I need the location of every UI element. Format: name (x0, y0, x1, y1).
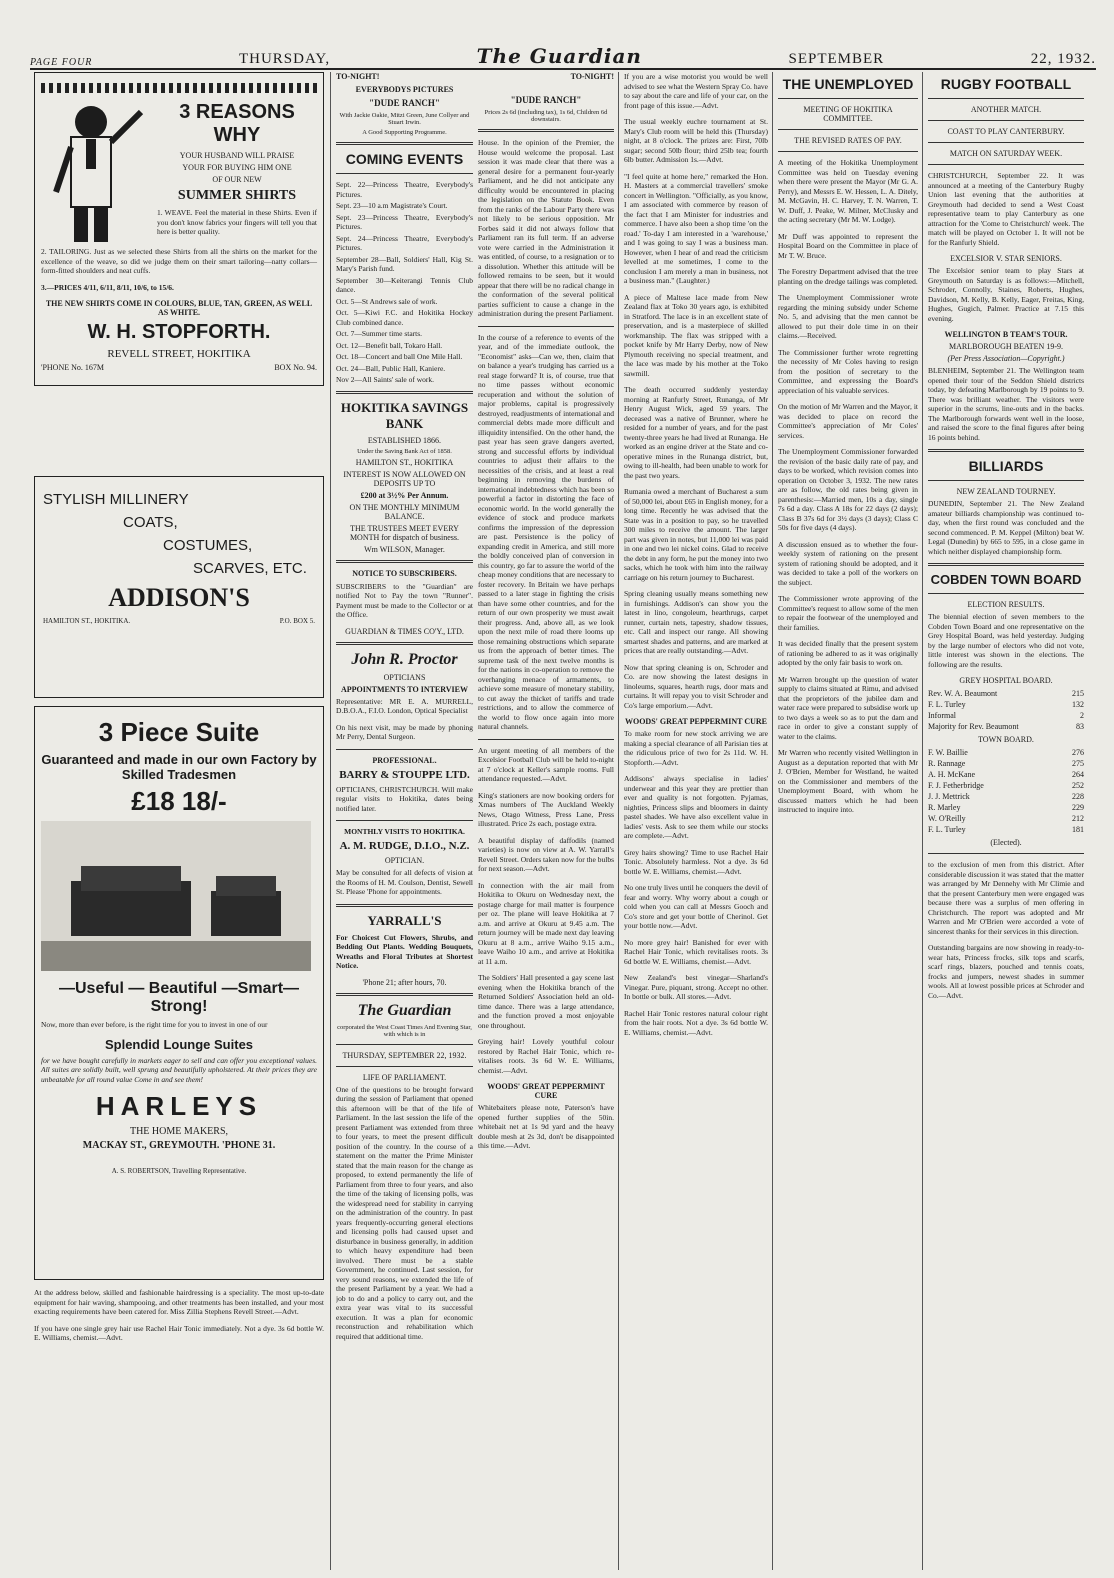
bank-rate: £200 at 3½% Per Annum. (360, 490, 449, 500)
candidate-name: Rev. W. A. Beaumont (928, 689, 998, 698)
pictures-ad-header (336, 72, 473, 81)
yarrall-body: For Choicest Cut Flowers, Shrubs, and Bedding Out Plants. Wedding Bouquets, Wreaths and Floral Tributes at Shortest Notice. (336, 932, 473, 970)
candidate-votes: 181 (1072, 825, 1084, 834)
football-notice: An urgent meeting of all members of the Excelsior Football Club will be held to-night at 7 o'clock at Keller's sample rooms. Full attendance requested.—Advt. (478, 745, 614, 783)
grey-hospital-title: GREY HOSPITAL BOARD. (959, 676, 1053, 685)
candidate-name: F. L. Turley (928, 825, 966, 834)
lace-article: A piece of Maltese lace made from New Zealand flax at Toko 30 years ago, is exhibited in Stratford. The lace is in an excellent state of preservation, and is a masterpiece of skilled workmanship. The flax was stripped with a pocket knife by Mr Harry Derby, now of New Plymouth receiving no special treatment, and the lace was made by his mother at the Toko sawmill. (624, 292, 768, 378)
candidate-name: W. O'Reilly (928, 814, 966, 823)
daffodils-notice: A beautiful display of daffodils (named varieties) is now on view at A. W. Yarrall's Revell Street. Orders taken now for the bulbs for next season.—Advt. (478, 835, 614, 873)
unemployed-p5: The Commissioner further wrote regretting the necessity of Mr Coles having to resign from the position of secretary to the Committee, and expressing the Board's appreciation of his valuable services. (778, 347, 918, 395)
addisons-address: HAMILTON ST., HOKITIKA. (43, 617, 131, 625)
ties-notice: To make room for new stock arriving we are making a special clearance of all Parisian ties at the ridiculous price of two for 2s 11d. W. H. Stopforth.—Advt. (624, 729, 768, 767)
marlborough-title: MARLBOROUGH BEATEN 19-9. (949, 342, 1063, 351)
proctor-logo: John R. Proctor (351, 650, 458, 668)
unemployed-p4: The Unemployment Commissioner wrote regarding the mining subsidy under Scheme No. 5, and advising that the men cannot be allowed to put their dole time in on their claims.—Received. (778, 293, 918, 340)
masters-article: "I feel quite at home here," remarked the Hon. H. Masters at a commercial travellers' smoke concert in Wellington. "Officially, as you know, I am associated with commerce by reason of the fact that I am Minister for industries and commerce. I have also been a shop time 'on the road.' To-day I am interested in a 'warehouse,' and I was going to say I was a business man. However, when I hear of and read the criticism levelled at me sometimes, I come to the conclusion I am merely a man in business, not a business man." (Laughter.) (624, 171, 768, 285)
unemployed-p8: A discussion ensued as to whether the four-weekly system of rationing on the present system of rationing should be adopted, and it was decided to take a poll of the workers on the subject. (778, 539, 918, 587)
yarrall-title: YARRALL'S (367, 912, 442, 928)
addisons-box: P.O. BOX 5. (279, 617, 315, 625)
column-rule (330, 72, 331, 1570)
paper-title: The Guardian (476, 44, 642, 68)
result-row (928, 780, 1084, 791)
tonight-left: TO-NIGHT! (336, 72, 380, 81)
guardian-sub: corporated the West Coast Times And Evening Star, with which is in (337, 1023, 472, 1038)
stopforth-name: W. H. STOPFORTH. (87, 321, 271, 343)
life-body: One of the questions to be brought forward during the session of Parliament that opened this afternoon will be that of the life of Parliament. In the last session the life of the present Parliament was extended from three to four years, to meet the present difficult position of the country. In the course of a statement on the matter the Prime Minister stated that the main reason for the change as proposed, to extend permanently the life of Parliament from three to four years, and also the time of the taking of licensing polls, was the widespread need for stability in carrying on the administration of the country. In past years frequently-occurring general elections and licensing polls had caused upset and disturbance in business generally, in addition to which heavy expenditure had been involved. There must be a stable Government, he continued. Last session, for very sound reasons, we extended the life of the present Parliament by a year. We had a job to do and a policy to carry out, and the extra year was vital to its successful execution. It was a plan for economic reconstruction and rehabilitation which required that additional time. (336, 1084, 473, 1341)
suite-intro: Now, more than ever before, is the right time for you to invest in one of our (41, 1020, 268, 1029)
subscribers-company: GUARDIAN & TIMES CO'Y., LTD. (345, 626, 464, 636)
bank-minimum: ON THE MONTHLY MINIMUM BALANCE. (349, 502, 460, 521)
suite-title: 3 Piece Suite (98, 717, 260, 747)
rudge-body: May be consulted for all defects of vision at the Rooms of H. M. Coulson, Dentist, Sewell St. Please 'Phone for appointments. (336, 868, 473, 896)
date-line: THURSDAY, SEPTEMBER 22, 1932. (342, 1050, 467, 1060)
event-item: Sept. 24—Princess Theatre, Everybody's Pictures. (336, 233, 473, 252)
rugby-sub1: ANOTHER MATCH. (970, 105, 1042, 114)
page-label: PAGE FOUR (30, 57, 93, 68)
bank-title: HOKITIKA SAVINGS BANK (340, 399, 469, 431)
cobden-title: COBDEN TOWN BOARD (930, 572, 1082, 587)
column-3 (478, 72, 614, 1570)
addisons-name: ADDISON'S (108, 583, 250, 612)
candidate-votes: 132 (1072, 700, 1084, 709)
event-item: Nov 2—All Saints' sale of work. (336, 375, 435, 384)
result-row (928, 699, 1084, 710)
unemployed-title: THE UNEMPLOYED (782, 76, 914, 92)
event-item: Oct. 5—St Andrews sale of work. (336, 296, 438, 306)
result-row (928, 824, 1084, 835)
hair-tonic-notice-2: Rachel Hair Tonic restores natural colour right from the hair roots. Not a dye. 3s 6d bottle W. E. Williams, chemist.—Advt. (624, 1008, 768, 1037)
tonight-right: TO-NIGHT! (570, 72, 614, 81)
candidate-votes: 264 (1072, 770, 1084, 779)
euchre-notice: The usual weekly euchre tournament at St. Mary's Club room will be held this (Thursday) night, at 8 o'clock. The prizes are: First, 70lb sugar; second 50lb flour; third 25lb tea; fourth 6lb butter. Admission 1s.—Advt. (624, 117, 768, 164)
event-item: Oct. 12—Benefit ball, Tokaro Hall. (336, 340, 443, 350)
rugby-sub3: MATCH ON SATURDAY WEEK. (949, 149, 1063, 158)
event-item: Oct. 24—Ball, Public Hall, Kaniere. (336, 363, 446, 373)
stopforth-street: REVELL STREET, HOKITIKA (107, 348, 251, 360)
unemployed-p7: The Unemployment Commissioner forwarded the revision of the basic daily rate of pay, and days to be worked, which revision comes into operation on October 3, 1932. The new rates are as follow, the old rates being given in parenthesis:—Married men, 10s a day, single 7s 6d a day. Class A 18s for 22 days (2 days); Class B 37s 6d for 3½ days (3 days); Class C 50s for five days (4 days). (778, 447, 918, 532)
column-rule (922, 72, 923, 1570)
result-row (928, 769, 1084, 780)
result-row (928, 688, 1084, 699)
unemployed-p3: The Forestry Department advised that the tree planting on the dredge tailings was completed. (778, 267, 918, 286)
bank-address: HAMILTON ST., HOKITIKA (355, 457, 454, 467)
result-row (928, 802, 1084, 813)
motorist-notice: If you are a wise motorist you would be well advised to see what the Western Spray Co. have to say about the care and life of your car, on the front page of this issue.—Advt. (624, 72, 768, 110)
column-ads (34, 72, 324, 1570)
event-item: Oct. 18—Concert and ball One Mile Hall. (336, 352, 463, 361)
billiards-title: BILLIARDS (968, 458, 1044, 474)
useful-line: —Useful — Beautiful —Smart—Strong! (58, 980, 300, 1015)
result-row (928, 747, 1084, 758)
unemployed-sub2: THE REVISED RATES OF PAY. (794, 136, 902, 145)
whitebait-notice: Whitebaiters please note, Paterson's have opened further supplies of the 50in. whitebait net at 1s 9d yard and the heavy double mesh at 2s 3d, don't be disappointed this time.—Advt. (478, 1103, 614, 1150)
candidate-votes: 276 (1072, 748, 1084, 757)
shirts-reason-1: 1. WEAVE. Feel the material in these Shirts. Even if you don't know fabrics your fingers will tell you that here is better quality. (157, 208, 317, 236)
unemployed-p2: Mr Duff was appointed to represent the Hospital Board on the Committee in place of Mr T. W. Bruce. (778, 231, 918, 260)
soldiers-hall-notice: The Soldiers' Hall presented a gay scene last evening when the Hokitika branch of the Returned Soldiers' Association held an old-time dance. There was a large attendance, and the function proved a most enjoyable one throughout. (478, 973, 614, 1030)
scarves-line: SCARVES, ETC. (193, 560, 307, 577)
guardian-title: The Guardian (357, 1001, 452, 1019)
cobden-body-2: to the exclusion of men from this district. After considerable discussion it was stated that the matter was arranged by Mr Dennehy with Mr Climie and that the present Canterbury men were engaged was because there was a surplus of men offering in Christchurch. The report was adopted and Mr Warren and Mr O'Brien were accorded a vote of sincerest thanks for their services in this direction. (928, 860, 1084, 936)
cobden-body: The biennial election of seven members to the Cobden Town Board and one representative on the Grey Hospital Board, was held yesterday. Judging by the large number of electors who did not vote, little interest was shown in the elections. The following are the results. (928, 612, 1084, 669)
hair-tonic-notice: If you have one single grey hair use Rachel Hair Tonic immediately. Not a dye. 3s 6d bottle W. E. Williams, chemist.—Advt. (34, 1323, 324, 1342)
column-6 (928, 72, 1084, 1570)
month: SEPTEMBER (788, 51, 885, 67)
coats-line: COATS, (123, 514, 178, 531)
proctor-body: On his next visit, may be made by phoning Mr Perry, Dental Surgeon. (336, 722, 473, 741)
woods-cure: WOODS' GREAT PEPPERMINT CURE (487, 1082, 605, 1100)
pictures-programme: A Good Supporting Programme. (362, 129, 447, 136)
wellington-title: WELLINGTON B TEAM'S TOUR. (944, 330, 1068, 339)
rumania-article: Rumania owed a merchant of Bucharest a sum of 50,000 lei, about £65 in English money, for a long time. Recently he was advised that the State was in a position to pay, so he travelled 300 miles to receive the amount. The larger part was given in notes, but 11,000 lei was paid in one and two lei nickel coins. Glad to receive the debt in any form, he put the money into two sacks, which he took with him into the railway carriage on his return journey to Bucharest. (624, 487, 768, 582)
column-5 (778, 72, 918, 1570)
addisons-ad (34, 476, 324, 698)
shirts-colours: THE NEW SHIRTS COME IN COLOURS, BLUE, TAN, GREEN, AS WELL AS WHITE. (45, 299, 313, 317)
date: 22, 1932. (1030, 51, 1096, 67)
candidate-name: Majority for Rev. Beaumont (928, 722, 1019, 731)
result-row (928, 813, 1084, 824)
yarrall-phone: 'Phone 21; after hours, 70. (362, 977, 447, 987)
pictures-cast: With Jackie Oakie, Mitzi Green, June Collyer and Stuart Irwin. (339, 112, 470, 126)
unemployed-p1: A meeting of the Hokitika Unemployment Committee was held on Tuesday evening when there were present the Mayor (Mr G. A. Perry), and Messrs E. W. Hessen, L. A. Ditely, M. McGavin, H. C. Harvey, T. N. Warren, T. W. Duff, J. Peake, W. Milner, McClusky and the acting secretary (Mr M. W. Lodge). (778, 158, 918, 224)
column-rule (772, 72, 773, 1570)
rugby-title: RUGBY FOOTBALL (940, 76, 1072, 92)
stopforth-phone: 'PHONE No. 167M (41, 363, 104, 372)
rugby-p1: CHRISTCHURCH, September 22. It was announced at a meeting of the Canterbury Rugby Union last evening that the authorities at Greymouth had decided to send a West Coast representative team to play Canterbury as one attraction for the 'Come to Christchurch' week. The match will be played on October 1. It will not be for the Ranfurly Shield. (928, 171, 1084, 247)
suite-tagline: Guaranteed and made in our own Factory by Skilled Tradesmen (41, 752, 317, 782)
bank-interest: INTEREST IS NOW ALLOWED ON DEPOSITS UP TO (343, 469, 466, 488)
stopforth-box: BOX No. 94. (274, 363, 317, 372)
dude-ranch-left: "DUDE RANCH" (369, 98, 440, 108)
schroder-notice: Now that spring cleaning is on, Schroder and Co. are now showing the latest designs in linoleums, squares, hearth rugs, door mats and curtains. It will repay you to visit Schroder and Co's large emporium.—Advt. (624, 662, 768, 710)
day: THURSDAY, (238, 51, 331, 67)
billiards-sub: NEW ZEALAND TOURNEY. (956, 487, 1056, 496)
unemployed-p12: Mr Warren who recently visited Wellington in August as a deputation reported that with Mr J. O'Brien, Member for Westland, he waited on the Commissioner and members of the Unemployment Board, with whom he discussed matters which he had been instructed to inquire into. (778, 748, 918, 814)
unemployed-p11: Mr Warren brought up the question of water supply to claims situated at Rimu, and advised that the proprietors of the jubilee dam and water race were prepared to subsidise work up to two days a week so as to put the dam and race in order to give a constant supply of water to the claims. (778, 674, 918, 741)
proctor-appointments: APPOINTMENTS TO INTERVIEW (340, 684, 468, 694)
dude-ranch-right: "DUDE RANCH" (510, 95, 582, 105)
harleys-sub: THE HOME MAKERS, (129, 1126, 229, 1137)
event-item: September 30—Keiterangi Tennis Club dance. (336, 275, 473, 294)
candidate-name: F. J. Fetherbridge (928, 781, 984, 790)
candidate-name: A. H. McKane (928, 770, 976, 779)
candidate-votes: 252 (1072, 781, 1084, 790)
grey-hairs-notice: Grey hairs showing? Time to use Rachel Hair Tonic. Absolutely harmless. Not a dye. 3s 6d bottle W. E. Williams, chemist.—Advt. (624, 847, 768, 876)
result-row (928, 710, 1084, 721)
bargains-notice: Outstanding bargains are now showing in ready-to-wear hats, Princess frocks, silk tops and scarfs, scarf rings, blazers, pouched and tennis coats, frocks and jumpers, newest shades in summer wools. All at lowest possible prices at Schroder and Co.—Advt. (928, 943, 1084, 1000)
shirts-line: OF OUR NEW (212, 175, 262, 184)
life-title: LIFE OF PARLIAMENT. (362, 1072, 447, 1082)
candidate-name: R. Marley (928, 803, 961, 812)
lounge-suite-illustration (41, 821, 311, 971)
dunedin-body: DUNEDIN, September 21. The New Zealand amateur billiards championship was continued to-day, when the first round was concluded and the second commenced. P. M. Keppel (Milton) beat W. Legal (Dunedin) by 665 to 595, in a close game in which neither displayed championship form. (928, 499, 1084, 556)
candidate-name: F. W. Baillie (928, 748, 968, 757)
press-copyright: (Per Press Association—Copyright.) (947, 354, 1065, 363)
bank-est: ESTABLISHED 1866. (367, 435, 442, 445)
pictures-title: EVERYBODYS PICTURES (355, 85, 454, 94)
unemployed-p9: The Commissioner wrote approving of the Committee's request to allow some of the men to repair the footwear of the unemployed and their families. (778, 594, 918, 632)
excelsior-body: The Excelsior senior team to play Stars at Greymouth on Saturday is as follows:—Mitchell, Schroder, Connolly, Staines, Roberts, Hughes, Davidson, M. Kelly, B. Kelly, Eager, Freitas, King, Hughes, Gugich, Palmer. Practice at 7.15 this evening. (928, 266, 1084, 323)
man-illustration (41, 97, 151, 247)
event-item: Sept. 23—Princess Theatre, Everybody's Pictures. (336, 212, 473, 231)
harleys-rep: A. S. ROBERTSON, Travelling Representative. (111, 1167, 247, 1175)
candidate-name: Informal (928, 711, 956, 720)
rudge-sub: OPTICIAN. (384, 856, 425, 865)
bank-trustees: THE TRUSTEES MEET EVERY MONTH for dispatch of business. (349, 523, 460, 542)
result-row (928, 758, 1084, 769)
vinegar-notice: New Zealand's best vinegar—Sharland's Vinegar. Pure, piquant, strong. Accept no other. In bottle or bulk. All stores.—Advt. (624, 973, 768, 1001)
events-list (336, 180, 473, 385)
monthly-visits: MONTHLY VISITS TO HOKITIKA. (344, 827, 465, 836)
column-4 (624, 72, 768, 1570)
barry-body: OPTICIANS, CHRISTCHURCH. Will make regular visits to Hokitika, dates being notified later. (336, 784, 473, 813)
harleys-address: MACKAY ST., GREYMOUTH. 'PHONE 31. (82, 1140, 276, 1151)
suite-body: for we have bought carefully in markets eager to sell and can offer you exceptional values. All suites are solidly built, well sprung and beautifully upholstered. At their prices they are unbeatable for all round value Come in and see them! (41, 1055, 317, 1084)
harleys-name: HARLEYS (95, 1091, 263, 1121)
bank-act: Under the Saving Bank Act of 1858. (357, 447, 452, 455)
candidate-votes: 83 (1076, 722, 1084, 731)
masthead (30, 38, 1096, 70)
underwear-notice: Addisons' always specialise in ladies' underwear and this year they are prettier than ever and quality is not forgotten. Pyjamas, nighties, Princess slips and bloomers in dainty pastel shades. We have also excellent value in ladies' vests. Ask to see them while our stocks are complete.—Advt. (624, 774, 768, 840)
death-notice: The death occurred suddenly yesterday morning at Ranfurly Street, Runanga, of Mr Henry August Wick, aged 59 years. The deceased was a native of Brunner, where he resided for a number of years, and for the past twenty-three years he had lived at Runanga. He worked as an engine driver at the State and co-operative mines in the Runanga district, but, owing to ill-health, had been unable to work for the past two years. (624, 385, 768, 480)
greying-hair-notice: Greying hair! Lovely youthful colour restored by Rachel Hair Tonic, which re-vitalises roots. 3s 6d W. E. Williams, chemist.—Advt. (478, 1037, 614, 1075)
event-item: Oct. 7—Summer time starts. (336, 329, 423, 338)
decorative-border (41, 83, 317, 93)
shirts-ad (34, 72, 324, 386)
shirts-line: YOUR FOR BUYING HIM ONE (182, 163, 292, 172)
proctor-sub: OPTICIANS (383, 672, 426, 682)
excelsior-title: EXCELSIOR V. STAR SENIORS. (950, 254, 1062, 263)
woods-cure-2: WOODS' GREAT PEPPERMINT CURE (624, 717, 767, 726)
result-row (928, 791, 1084, 802)
result-row (928, 721, 1084, 732)
blenheim-body: BLENHEIM, September 21. The Wellington team opened their tour of the Seddon Shield districts today, by defeating Marlborough by 19 points to 9. There was brilliant weather. The visitors were superior in the scrums, line-outs and in the backs. The Marlborough forwards went well in the loose, and raised the score to the final figures after being 16 points behind. (928, 366, 1084, 442)
spring-cleaning-notice: Spring cleaning usually means something new in furnishings. Addison's can show you the latest in lino, congoleum, hearthrugs, carpet runner, curtain nets, tapestry, shadow tissues, etc. Call and inspect our range. All showing smartest shades and patterns, and are marked at prices that are really outstanding.—Advt. (624, 589, 768, 655)
parliament-continued: House. In the opinion of the Premier, the House would welcome the proposal. Last session it was made clear that there was a general desire for a permanent four-yearly Parliament, and he did not anticipate any difficulty would be encountered in placing the legislation on the Statute Book. Even from the ranks of the Labour Party there was not likely to be serious opposition. Mr Forbes said it did not always follow that Parliament ran its full term. If an adverse vote were carried in the Administration it was entitled, of course, to a resignation or to a dissolution. Whether this attitude will be followed remains to be seen, but it would appear that there will be no radical change in the conformation of the several political parties sufficient to cause a change in the administration during the present Parliament. (478, 138, 614, 318)
unemployed-p10: It was decided finally that the present system of rationing be adhered to as it was originally adopted by the only fair basis to work on. (778, 639, 918, 667)
shirts-reason-3: 3.—PRICES 4/11, 6/11, 8/11, 10/6, to 15/6. (41, 282, 174, 292)
candidate-votes: 275 (1072, 759, 1084, 768)
candidate-name: F. L. Turley (928, 700, 966, 709)
costumes-line: COSTUMES, (163, 537, 253, 554)
candidate-name: R. Rannage (928, 759, 966, 768)
shirts-line: YOUR HUSBAND WILL PRAISE (179, 151, 295, 160)
harleys-ad (34, 706, 324, 1280)
rudge-title: A. M. RUDGE, D.I.O., N.Z. (339, 840, 470, 852)
hospital-results (928, 688, 1084, 732)
shirts-headline: 3 REASONS WHY (179, 101, 295, 146)
economist-article: In the course of a reference to events of the year, and of the immediate outlook, the "Economist" asks—Can we, then, claim that on balance a year's trudging has carried us a real stage forward? It is, of course, true that no time passes without economic recuperation and without the solution of major problems, capital is progressively destroyed, readjustments of international and commercial debts made more difficult and illiquidity intensified. On the other hand, the past year has seen grave dangers averted, strong and successful efforts by individual countries to adjust their affairs to the necessities of the crisis, and at least a real beginning in removing the burdens of international indebtedness which has been so powerful a factor in distorting the face of economic world. In the world generally the evidence of stock and produce markets confirms the impression of the depression are past. Persistence is the policy of expanding credit in America, and still more the boldly conceived plan of conversion in this country, go far to assure the world of the cheap money conditions that are necessary to foster recovery. In Britain we have perhaps passed to a later stage in fighting the crisis than have some other countries, and for the return of our own prosperity we must await their progress. And, above all, as we look upon the next mile of road there looms up those remaining obstructions which separate us from the approach of better times. The supreme task of the next twelve months is for the nations in co-operation to remove the overhanging menace of armaments, to achieve some measure of monetary stability, to cut away the thicket of tariffs and trade restrictions, and to allow the commerce of the world to flow once again into more natural channels. (478, 332, 614, 731)
splendid-line: Splendid Lounge Suites (104, 1036, 254, 1052)
unemployed-sub1: MEETING OF HOKITIKA COMMITTEE. (803, 105, 893, 123)
unemployed-p6: On the motion of Mr Warren and the Mayor, it was decided to place on record the Committee's appreciation of Mr Coles' services. (778, 402, 918, 440)
millinery-line: STYLISH MILLINERY (43, 491, 189, 508)
candidate-name: J. J. Mettrick (928, 792, 970, 801)
fear-notice: No one truly lives until he conquers the devil of fear and worry. Why worry about a cough or cold when you can call at Messrs Gooch and Co's store and get your bottle of Cherinol. Get your bottle now.—Advt. (624, 883, 768, 930)
proctor-rep: Representative: MR E. A. MURRELL, D.B.O.A., F.I.O. London, Optical Specialist (336, 696, 473, 715)
professional-title: PROFESSIONAL. (372, 755, 437, 765)
rugby-sub2: COAST TO PLAY CANTERBURY. (947, 127, 1065, 136)
event-item: Sept. 23—10 a.m Magistrate's Court. (336, 201, 448, 210)
coming-events-title: COMING EVENTS (345, 151, 464, 167)
air-mail-notice: In connection with the air mail from Hokitika to Okuru on Wednesday next, the postage charge for mail matter is fourpence per oz. The plane will leave Hokitika at 7 a.m. and arrive at Okuru at 9.45 a.m. The return journey will be made next day leaving Okuru at 8 a.m., arrive Waiho 9.15 a.m., leave Waiho 10 a.m., and arrive at Hokitika at 11 a.m. (478, 880, 614, 966)
subscribers-title: NOTICE TO SUBSCRIBERS. (352, 568, 457, 578)
shirts-reason-2: 2. TAILORING. Just as we selected these Shirts from all the shirts on the market for the excellence of the weave, so did we judge them on their smart tailoring—natty collars—form-fitted shoulders and neat cuffs. (41, 247, 317, 275)
candidate-votes: 228 (1072, 792, 1084, 801)
suite-price: £18 18/- (131, 786, 227, 816)
event-item: Oct. 5—Kiwi F.C. and Hokitika Hockey Club combined dance. (336, 308, 473, 327)
stationers-notice: King's stationers are now booking orders for Xmas numbers of The Auckland Weekly News, Otago Witness, Press Lane, Press illustrated. Price 2s each, postage extra. (478, 790, 614, 828)
hairdressing-notice: At the address below, skilled and fashionable hairdressing is a speciality. The most up-to-date equipment for hair waving, shampooing, and other treatments has been installed, and your most exacting requirements have been catered for. Miss Zillia Stephens Revell Street.—Advt. (34, 1288, 324, 1316)
bank-manager: Wm WILSON, Manager. (364, 544, 445, 554)
barry-title: BARRY & STOUPPE LTD. (339, 768, 470, 781)
subscribers-body: SUBSCRIBERS to the "Guardian" are notified Not to Pay the town "Runner". Payment must be made to the Collector or at the Office. (336, 581, 473, 619)
town-board-results (928, 747, 1084, 835)
no-more-grey-notice: No more grey hair! Banished for ever with Rachel Hair Tonic, which revitalises roots. 3s 6d bottle W. E. Williams, chemist.—Advt. (624, 937, 768, 966)
pictures-prices: Prices 2s 6d (including tax), 1s 6d, Children 6d downstairs. (484, 109, 608, 123)
event-item: Sept. 22—Princess Theatre, Everybody's Pictures. (336, 180, 473, 199)
column-2 (336, 72, 473, 1570)
shirts-title: SUMMER SHIRTS (177, 188, 297, 203)
election-results-title: ELECTION RESULTS. (967, 600, 1045, 609)
candidate-votes: 229 (1072, 803, 1084, 812)
candidate-votes: 212 (1072, 814, 1084, 823)
town-board-title: TOWN BOARD. (978, 735, 1034, 744)
column-rule (618, 72, 619, 1570)
elected-label: (Elected). (990, 838, 1022, 847)
candidate-votes: 215 (1072, 689, 1084, 698)
event-item: September 28—Ball, Soldiers' Hall, Kig St. Mary's Parish fund. (336, 254, 473, 273)
candidate-votes: 2 (1080, 711, 1084, 720)
